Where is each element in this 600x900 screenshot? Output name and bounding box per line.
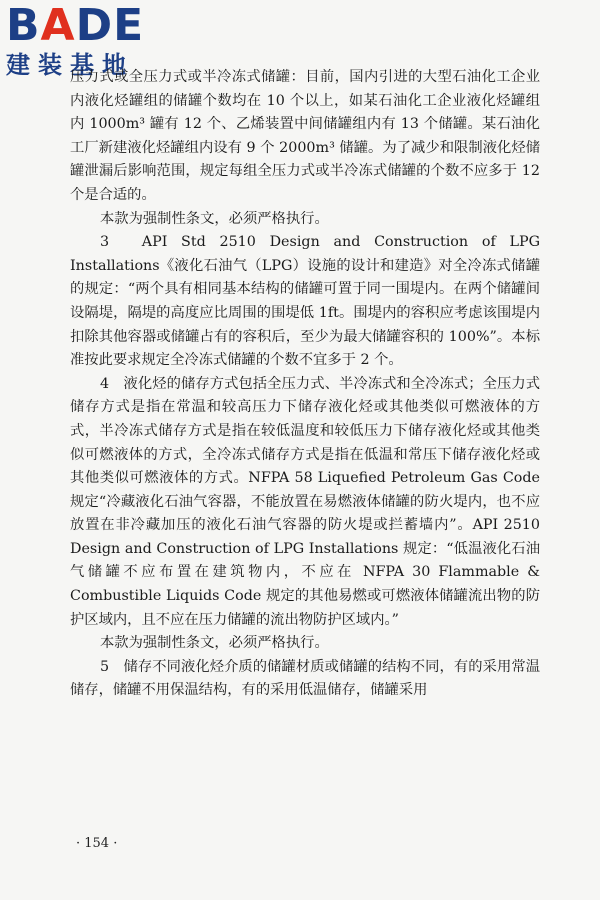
logo-mark — [6, 0, 186, 51]
body-text — [70, 66, 540, 703]
paragraph-1: 压力式或全压力式或半冷冻式储罐：目前，国内引进的大型石油化工企业内液化烃罐组的储罐个数均在 10 个以上，如某石油化工企业液化烃罐组内 1000m³ 罐有 12 个、乙烯装置中间储罐组内有 13 个储罐。某石油化工厂新建液化烃罐组内设有 9 个 2000m³ 储罐。为了减少和限制液化烃储罐泄漏后影响范围，规定每组全压力式或半冷冻式储罐的个数不应多于 12 个是合适的。 — [70, 69, 540, 203]
logo-letter-b: B — [6, 0, 41, 51]
paragraph-5: 本款为强制性条文，必须严格执行。 — [100, 635, 329, 652]
paragraph-6: 5 储存不同液化烃介质的储罐材质或储罐的结构不同，有的采用常温储存，储罐不用保温结构，有的采用低温储存，储罐采用 — [70, 658, 540, 699]
paragraph-3: 3 API Std 2510 Design and Construction of LPG Installations《液化石油气（LPG）设施的设计和建造》对全冷冻式储罐的规定：“两个具有相同基本结构的储罐可置于同一围堤内。在两个储罐间设隔堤，隔堤的高度应比周围的围堤低 1ft。围堤内的容积应考虑该围堤内扣除其他容器或储罐占有的容积后，至少为最大储罐容积的 100%”。本标准按此要求规定全冷冻式储罐的个数不宜多于 2 个。 — [70, 234, 540, 369]
logo-subtitle: 建装基地 — [6, 51, 134, 79]
page-number: · 154 · — [76, 836, 118, 851]
paragraph-2: 本款为强制性条文，必须严格执行。 — [100, 210, 329, 227]
logo-letter-a: A — [40, 0, 76, 51]
paragraph-4: 4 液化烃的储存方式包括全压力式、半冷冻式和全冷冻式；全压力式储存方式是指在常温和较高压力下储存液化烃或其他类似可燃液体的方式，半冷冻式储存方式是指在较低温度和较低压力下储存液化烃或其他类似可燃液体的方式，全冷冻式储存方式是指在低温和常压下储存液化烃或其他类似可燃液体的方式。NFPA 58 Liquefied Petroleum Gas Code 规定“冷藏液化石油气容器，不能放置在易燃液体储罐的防火堤内，也不应放置在非冷藏加压的液化石油气容器的防火堤或拦蓄墙内”。API 2510 Design and Construction of LPG Installations 规定：“低温液化石油气储罐不应布置在建筑物内，不应在 NFPA 30 Flammable & Combustible Liquids Code 规定的其他易燃或可燃液体储罐流出物的防护区域内，且不应在压力储罐的流出物防护区域内。” — [70, 375, 540, 628]
logo-letters-de: DE — [75, 0, 145, 51]
